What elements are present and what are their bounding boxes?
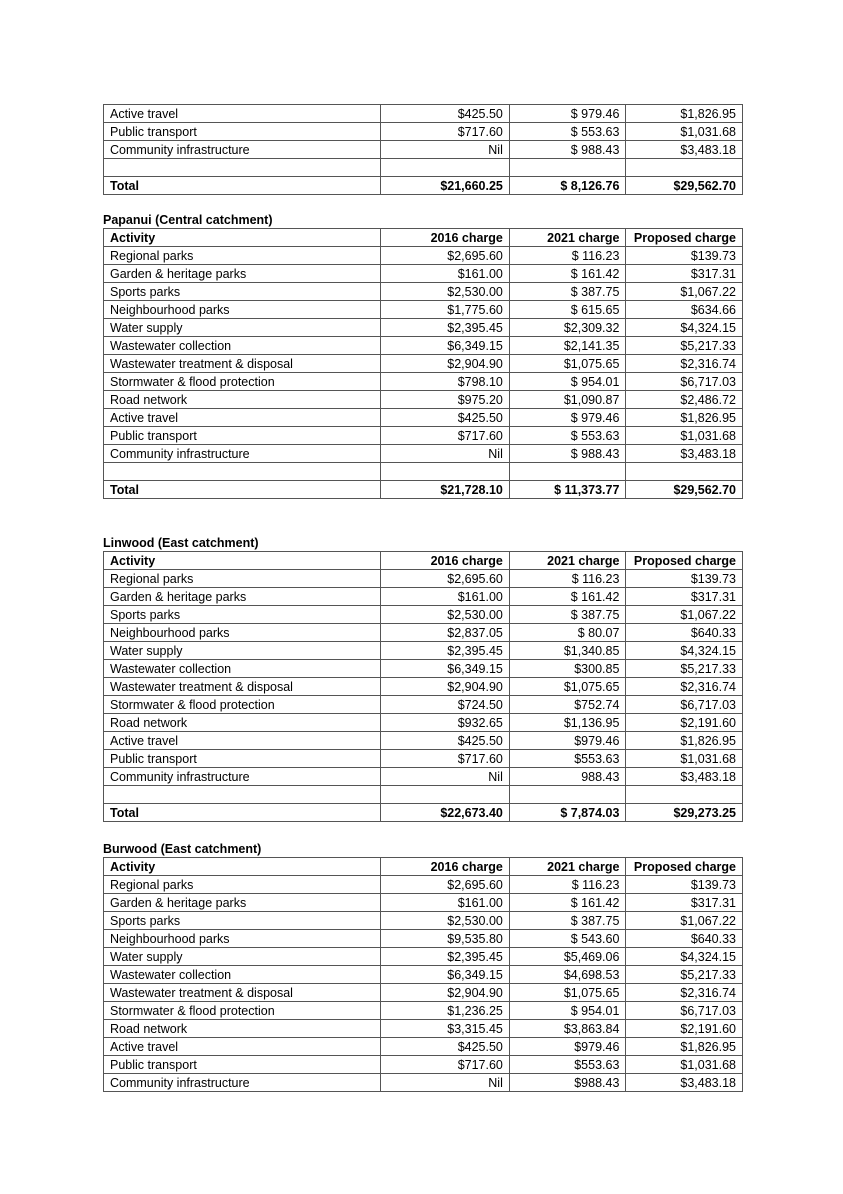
header-row [104,858,743,876]
charge-2021-cell: $988.43 [509,1074,626,1092]
proposed-charge-cell: $634.66 [626,301,743,319]
table-row [104,283,743,301]
proposed-charge-cell: $6,717.03 [626,1002,743,1020]
activity-cell: Garden & heritage parks [104,894,381,912]
charge-2021-cell: $1,340.85 [509,642,626,660]
table-row [104,247,743,265]
activity-cell: Road network [104,1020,381,1038]
charge-2021-cell: $ 161.42 [509,265,626,283]
activity-cell: Public transport [104,123,381,141]
proposed-charge-cell: $2,486.72 [626,391,743,409]
column-header-proposed: Proposed charge [626,858,743,876]
activity-cell: Stormwater & flood protection [104,1002,381,1020]
table-row [104,696,743,714]
table-row [104,642,743,660]
proposed-charge-cell: $5,217.33 [626,337,743,355]
activity-cell: Public transport [104,1056,381,1074]
total-2016: $21,660.25 [380,177,509,195]
proposed-charge-cell: $1,067.22 [626,283,743,301]
charge-2016-cell: $425.50 [380,409,509,427]
proposed-charge-cell: $640.33 [626,930,743,948]
proposed-charge-cell: $1,031.68 [626,750,743,768]
charge-2016-cell: $1,775.60 [380,301,509,319]
proposed-charge-cell: $640.33 [626,624,743,642]
activity-cell: Regional parks [104,570,381,588]
spacer-row [104,463,743,481]
charge-2016-cell: $975.20 [380,391,509,409]
section-heading: Burwood (East catchment) [103,842,262,856]
activity-cell: Garden & heritage parks [104,265,381,283]
header-row [104,552,743,570]
activity-cell: Stormwater & flood protection [104,696,381,714]
activity-cell: Water supply [104,948,381,966]
activity-cell: Community infrastructure [104,445,381,463]
proposed-charge-cell: $1,826.95 [626,732,743,750]
table-row [104,445,743,463]
charge-2016-cell: $798.10 [380,373,509,391]
proposed-charge-cell: $1,067.22 [626,912,743,930]
charge-2016-cell: $9,535.80 [380,930,509,948]
activity-cell: Road network [104,714,381,732]
column-header-2016: 2016 charge [380,552,509,570]
charge-2021-cell: $979.46 [509,1038,626,1056]
total-row [104,481,743,499]
charge-2016-cell: Nil [380,141,509,159]
activity-cell: Stormwater & flood protection [104,373,381,391]
charge-2016-cell: $3,315.45 [380,1020,509,1038]
charge-2021-cell: $1,075.65 [509,984,626,1002]
charge-2016-cell: $6,349.15 [380,660,509,678]
column-header-2016: 2016 charge [380,858,509,876]
proposed-charge-cell: $317.31 [626,894,743,912]
activity-cell: Wastewater treatment & disposal [104,678,381,696]
charges-table [103,551,743,822]
proposed-charge-cell: $3,483.18 [626,141,743,159]
total-2021: $ 7,874.03 [509,804,626,822]
charge-2021-cell: $1,075.65 [509,678,626,696]
activity-cell: Active travel [104,732,381,750]
charge-2021-cell: $1,136.95 [509,714,626,732]
charges-table [103,857,743,1092]
charge-2016-cell: $724.50 [380,696,509,714]
total-proposed: $29,562.70 [626,481,743,499]
charge-2021-cell: $ 116.23 [509,876,626,894]
charge-2021-cell: $752.74 [509,696,626,714]
table-row [104,894,743,912]
activity-cell: Wastewater collection [104,660,381,678]
charge-2016-cell: $2,530.00 [380,606,509,624]
activity-cell: Community infrastructure [104,1074,381,1092]
activity-cell: Wastewater treatment & disposal [104,984,381,1002]
proposed-charge-cell: $3,483.18 [626,445,743,463]
proposed-charge-cell: $4,324.15 [626,319,743,337]
proposed-charge-cell: $6,717.03 [626,373,743,391]
charge-2021-cell: $553.63 [509,1056,626,1074]
charge-2016-cell: $6,349.15 [380,966,509,984]
charge-2021-cell: $ 161.42 [509,588,626,606]
table-row [104,1074,743,1092]
total-row [104,177,743,195]
table-row [104,948,743,966]
table-row [104,750,743,768]
charge-2016-cell: $161.00 [380,894,509,912]
activity-cell: Neighbourhood parks [104,930,381,948]
charge-2021-cell: $1,090.87 [509,391,626,409]
proposed-charge-cell: $2,316.74 [626,984,743,1002]
table-row [104,966,743,984]
charge-2021-cell: $ 988.43 [509,141,626,159]
charge-2021-cell: $1,075.65 [509,355,626,373]
spacer-row [104,159,743,177]
proposed-charge-cell: $2,191.60 [626,714,743,732]
table-row [104,1020,743,1038]
table-row [104,1038,743,1056]
total-2021: $ 8,126.76 [509,177,626,195]
table-row [104,588,743,606]
activity-cell: Active travel [104,105,381,123]
charge-2016-cell: $2,695.60 [380,247,509,265]
proposed-charge-cell: $5,217.33 [626,660,743,678]
section-heading: Papanui (Central catchment) [103,213,273,227]
charge-2016-cell: $2,695.60 [380,570,509,588]
table-row [104,876,743,894]
table-row [104,105,743,123]
total-row [104,804,743,822]
charge-2016-cell: $2,530.00 [380,912,509,930]
charges-table [103,104,743,195]
charge-2016-cell: $717.60 [380,123,509,141]
charge-2016-cell: $2,904.90 [380,355,509,373]
charge-2016-cell: Nil [380,1074,509,1092]
charge-2021-cell: $553.63 [509,750,626,768]
table-row [104,1056,743,1074]
activity-cell: Sports parks [104,606,381,624]
proposed-charge-cell: $139.73 [626,570,743,588]
table-row [104,732,743,750]
table-row [104,373,743,391]
proposed-charge-cell: $2,316.74 [626,355,743,373]
activity-cell: Regional parks [104,876,381,894]
charge-2021-cell: $ 161.42 [509,894,626,912]
charge-2016-cell: $425.50 [380,1038,509,1056]
table-row [104,624,743,642]
charge-2021-cell: $ 80.07 [509,624,626,642]
activity-cell: Neighbourhood parks [104,624,381,642]
table-row [104,355,743,373]
table-row [104,391,743,409]
header-row [104,229,743,247]
table-block-papanui [103,212,743,499]
column-header-proposed: Proposed charge [626,552,743,570]
table-row [104,768,743,786]
charge-2016-cell: Nil [380,445,509,463]
table-block-continued [103,104,743,195]
proposed-charge-cell: $1,031.68 [626,123,743,141]
charge-2021-cell: $ 387.75 [509,912,626,930]
table-row [104,570,743,588]
charge-2016-cell: $425.50 [380,732,509,750]
charge-2016-cell: $932.65 [380,714,509,732]
table-row [104,409,743,427]
charge-2021-cell: $ 387.75 [509,606,626,624]
activity-cell: Water supply [104,319,381,337]
proposed-charge-cell: $4,324.15 [626,642,743,660]
charge-2021-cell: $ 553.63 [509,427,626,445]
table-row [104,930,743,948]
activity-cell: Community infrastructure [104,141,381,159]
activity-cell: Road network [104,391,381,409]
charge-2021-cell: $ 954.01 [509,1002,626,1020]
column-header-activity: Activity [104,229,381,247]
activity-cell: Garden & heritage parks [104,588,381,606]
activity-cell: Public transport [104,750,381,768]
table-block-burwood [103,841,743,1092]
proposed-charge-cell: $1,826.95 [626,105,743,123]
proposed-charge-cell: $1,826.95 [626,409,743,427]
charge-2021-cell: $ 979.46 [509,409,626,427]
column-header-activity: Activity [104,858,381,876]
activity-cell: Sports parks [104,283,381,301]
charge-2016-cell: $2,837.05 [380,624,509,642]
activity-cell: Active travel [104,409,381,427]
proposed-charge-cell: $139.73 [626,247,743,265]
charge-2016-cell: $6,349.15 [380,337,509,355]
proposed-charge-cell: $1,031.68 [626,427,743,445]
charge-2021-cell: $ 387.75 [509,283,626,301]
total-label: Total [104,177,381,195]
table-row [104,678,743,696]
charges-table [103,228,743,499]
charge-2016-cell: $2,695.60 [380,876,509,894]
charge-2021-cell: $ 954.01 [509,373,626,391]
proposed-charge-cell: $317.31 [626,265,743,283]
total-2016: $21,728.10 [380,481,509,499]
spacer-row [104,786,743,804]
charge-2021-cell: $4,698.53 [509,966,626,984]
charge-2016-cell: $2,904.90 [380,984,509,1002]
charge-2016-cell: $2,530.00 [380,283,509,301]
proposed-charge-cell: $317.31 [626,588,743,606]
charge-2016-cell: $2,395.45 [380,319,509,337]
proposed-charge-cell: $3,483.18 [626,1074,743,1092]
proposed-charge-cell: $4,324.15 [626,948,743,966]
table-row [104,984,743,1002]
table-row [104,265,743,283]
column-header-activity: Activity [104,552,381,570]
total-proposed: $29,273.25 [626,804,743,822]
charge-2016-cell: $2,395.45 [380,642,509,660]
charge-2016-cell: $161.00 [380,588,509,606]
charge-2021-cell: $ 553.63 [509,123,626,141]
activity-cell: Public transport [104,427,381,445]
activity-cell: Water supply [104,642,381,660]
proposed-charge-cell: $5,217.33 [626,966,743,984]
charge-2021-cell: $ 615.65 [509,301,626,319]
table-row [104,301,743,319]
charge-2021-cell: $ 116.23 [509,247,626,265]
activity-cell: Sports parks [104,912,381,930]
proposed-charge-cell: $139.73 [626,876,743,894]
table-row [104,427,743,445]
charge-2021-cell: $5,469.06 [509,948,626,966]
column-header-2021: 2021 charge [509,858,626,876]
proposed-charge-cell: $2,191.60 [626,1020,743,1038]
total-label: Total [104,481,381,499]
charge-2021-cell: $979.46 [509,732,626,750]
proposed-charge-cell: $1,826.95 [626,1038,743,1056]
activity-cell: Wastewater collection [104,337,381,355]
table-row [104,660,743,678]
column-header-2021: 2021 charge [509,552,626,570]
charge-2021-cell: $ 543.60 [509,930,626,948]
charge-2016-cell: $717.60 [380,1056,509,1074]
column-header-2021: 2021 charge [509,229,626,247]
charge-2016-cell: $1,236.25 [380,1002,509,1020]
charge-2016-cell: $2,395.45 [380,948,509,966]
table-row [104,714,743,732]
total-proposed: $29,562.70 [626,177,743,195]
column-header-proposed: Proposed charge [626,229,743,247]
activity-cell: Wastewater collection [104,966,381,984]
column-header-2016: 2016 charge [380,229,509,247]
charge-2021-cell: $ 979.46 [509,105,626,123]
proposed-charge-cell: $1,031.68 [626,1056,743,1074]
proposed-charge-cell: $1,067.22 [626,606,743,624]
activity-cell: Regional parks [104,247,381,265]
charge-2021-cell: $300.85 [509,660,626,678]
total-2021: $ 11,373.77 [509,481,626,499]
activity-cell: Community infrastructure [104,768,381,786]
table-row [104,319,743,337]
proposed-charge-cell: $2,316.74 [626,678,743,696]
activity-cell: Active travel [104,1038,381,1056]
total-label: Total [104,804,381,822]
charge-2021-cell: $ 988.43 [509,445,626,463]
activity-cell: Wastewater treatment & disposal [104,355,381,373]
charge-2016-cell: $2,904.90 [380,678,509,696]
proposed-charge-cell: $3,483.18 [626,768,743,786]
table-row [104,337,743,355]
charge-2016-cell: $717.60 [380,750,509,768]
charge-2021-cell: $3,863.84 [509,1020,626,1038]
table-row [104,1002,743,1020]
charge-2021-cell: $2,309.32 [509,319,626,337]
charge-2021-cell: $2,141.35 [509,337,626,355]
activity-cell: Neighbourhood parks [104,301,381,319]
charge-2021-cell: 988.43 [509,768,626,786]
table-row [104,606,743,624]
charge-2016-cell: $717.60 [380,427,509,445]
total-2016: $22,673.40 [380,804,509,822]
charge-2021-cell: $ 116.23 [509,570,626,588]
charge-2016-cell: $161.00 [380,265,509,283]
proposed-charge-cell: $6,717.03 [626,696,743,714]
table-row [104,912,743,930]
section-heading: Linwood (East catchment) [103,536,259,550]
table-row [104,123,743,141]
table-block-linwood [103,535,743,822]
charge-2016-cell: Nil [380,768,509,786]
charge-2016-cell: $425.50 [380,105,509,123]
table-row [104,141,743,159]
